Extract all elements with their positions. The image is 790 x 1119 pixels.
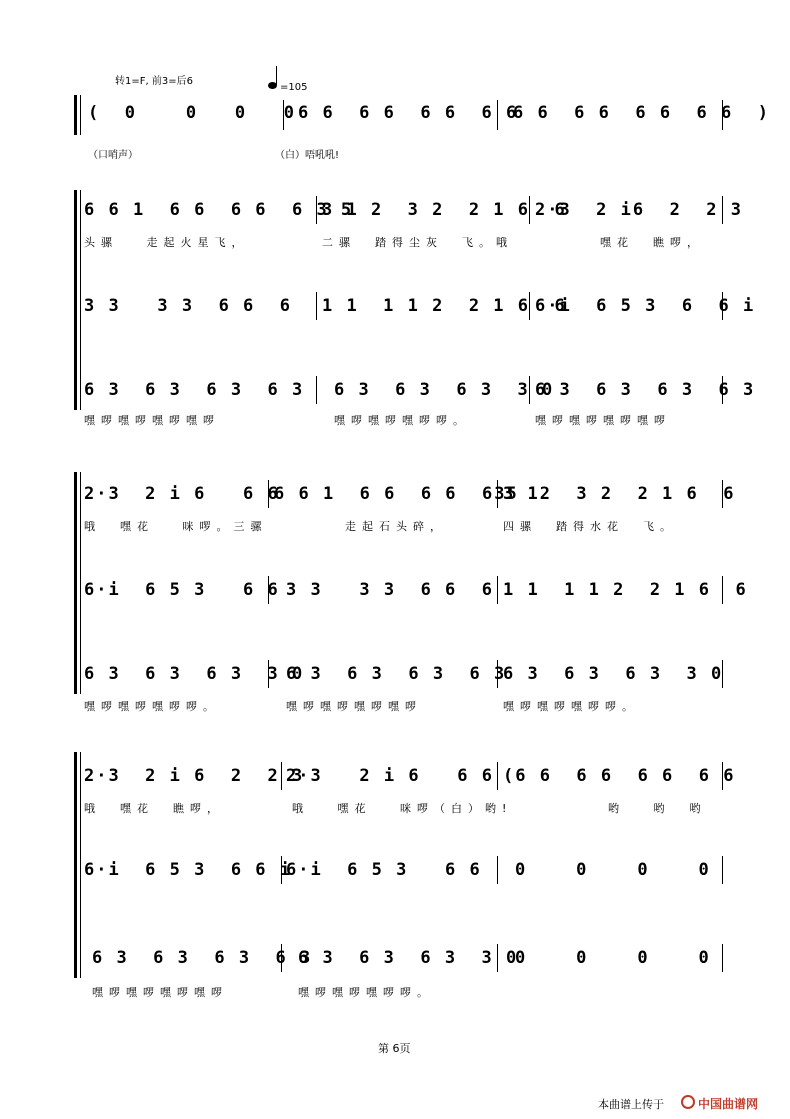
s2-p3-m2: 6 3 6 3 6 3 6 3 [286,664,507,684]
s2-p1-m1: 2·3 2 i 6 6 6 [84,484,280,504]
s2-p3-m3: 6 3 6 3 6 3 3 0 [503,664,724,684]
site-brand[interactable]: 中国曲谱网 [698,1097,759,1111]
s3-p3-m1: 6 3 6 3 6 3 6 3 [92,948,313,968]
s1-p2-m2: 1 1 1 1 2 2 1 6 6 [322,296,567,316]
s2-p3-lyrics-3: 嘿啰嘿啰嘿啰啰。 [503,700,639,713]
s1-p3-m1: 6 3 6 3 6 3 6 3 [84,380,305,400]
s3-p2-m3: 0 0 0 0 [515,860,711,880]
s1-p3-m2: 6 3 6 3 6 3 3 0 [334,380,555,400]
s1-p3-lyrics-2: 嘿啰嘿啰嘿啰啰。 [334,414,470,427]
barline [316,376,317,404]
s2-p3-m1: 6 3 6 3 6 3 3 0 [84,664,305,684]
s1-p1-m2: 3 1 2 3 2 2 1 6 6 [322,200,567,220]
barline [497,480,498,508]
s2-p1-lyrics-2: 走起石头碎， [345,520,447,533]
s3-p1-m2: 2·3 2 i 6 6 6 [286,766,494,786]
barline [722,196,723,224]
s3-p3-lyrics-1: 嘿啰嘿啰嘿啰嘿啰 [92,986,228,999]
s1-p1-m3: 2·3 2 i6 2 2 3 [535,200,743,220]
s1-p3-lyrics-3: 嘿啰嘿啰嘿啰嘿啰 [535,414,671,427]
s3-p1-lyrics-2: 哦 嘿花 咪啰（白）哟! [292,802,513,815]
s3-p1-lyrics-1: 哦 嘿花 瞧啰， [84,802,224,815]
barline [316,292,317,320]
s1-p1-lyrics-1: 头骡 走起火星飞， [84,236,249,249]
s2-p2-m3: 1 1 1 1 2 2 1 6 6 [503,580,748,600]
barline [722,480,723,508]
s1-p1-lyrics-3: 嘿花 瞧啰， [600,236,704,249]
s1-p2-m1: 3 3 3 3 6 6 6 [84,296,292,316]
upload-note: 本曲谱上传于 [598,1098,664,1111]
barline [497,100,498,130]
s2-p1-m2: 6 6 1 6 6 6 6 635 [274,484,519,504]
barline [722,100,723,130]
page-number: 第 6页 [378,1042,411,1055]
barline [268,480,269,508]
barline [497,660,498,688]
barline [722,292,723,320]
tempo-text: =105 [280,82,308,93]
barline [281,762,282,790]
barline [722,576,723,604]
s2-p1-m3: 3 12 3 2 2 1 6 6 [503,484,736,504]
intro-notes-b: 6 6 6 6 6 6 6 6 ) [513,103,770,123]
barline [497,856,498,884]
barline [722,762,723,790]
intro-label-right: （白）唔吼吼! [275,150,340,161]
system-bracket [74,472,77,694]
s2-p3-lyrics-2: 嘿啰嘿啰嘿啰嘿啰 [286,700,422,713]
s2-p1-lyrics-3: 四骡 踏得水花 飞。 [503,520,677,533]
barline [529,376,530,404]
s2-p1-lyrics-1: 哦 嘿花 咪啰。三骡 [84,520,268,533]
s1-p1-lyrics-2: 二骡 踏得尘灰 飞。哦 [322,236,513,249]
intro-notes-a: 6 6 6 6 6 6 6 6 [298,103,519,123]
s3-p1-m3: (6 6 6 6 6 6 6 6 [503,766,736,786]
s3-p3-m3: 0 0 0 0 [515,948,711,968]
system-line [80,95,81,135]
s3-p2-m2: 6·i 6 5 3 6 6 [286,860,482,880]
quarter-note-stem [276,66,277,85]
barline [497,944,498,972]
barline [529,292,530,320]
s2-p3-lyrics-1: 嘿啰嘿啰嘿啰啰。 [84,700,220,713]
s3-p1-lyrics-3: 哟 哟 哟 [608,802,707,815]
s3-p3-lyrics-2: 嘿啰嘿啰嘿啰啰。 [298,986,434,999]
system-line [80,190,81,410]
key-signature-text: 转1=F, 前3=后6 [115,76,193,87]
system-bracket [74,95,77,135]
barline [268,576,269,604]
intro-rest-notes: ( 0 0 0 0 [88,103,296,123]
barline [529,196,530,224]
barline [268,660,269,688]
barline [722,856,723,884]
s1-p3-m3: 6 3 6 3 6 3 6 3 [535,380,756,400]
barline [722,944,723,972]
s3-p1-m1: 2·3 2 i 6 2 2 3 [84,766,305,786]
barline [497,576,498,604]
s1-p2-m3: 6·i 6 5 3 6 6 i [535,296,756,316]
s1-p3-lyrics-1: 嘿啰嘿啰嘿啰嘿啰 [84,414,220,427]
barline [283,100,284,130]
system-bracket [74,190,77,410]
s2-p2-m2: 3 3 3 3 6 6 6 [286,580,494,600]
intro-label-left: （口哨声） [88,150,138,161]
system-bracket [74,752,77,978]
barline [316,196,317,224]
system-line [80,472,81,694]
barline [281,856,282,884]
barline [281,944,282,972]
barline [722,376,723,404]
s3-p3-m2: 6 3 6 3 6 3 3 0 [298,948,519,968]
site-logo-icon [681,1095,695,1109]
s2-p2-m1: 6·i 6 5 3 6 6 [84,580,280,600]
s3-p2-m1: 6·i 6 5 3 6 6 i [84,860,292,880]
s1-p1-m1: 6 6 1 6 6 6 6 6 3 5 [84,200,354,220]
barline [722,660,723,688]
barline [497,762,498,790]
system-line [80,752,81,978]
